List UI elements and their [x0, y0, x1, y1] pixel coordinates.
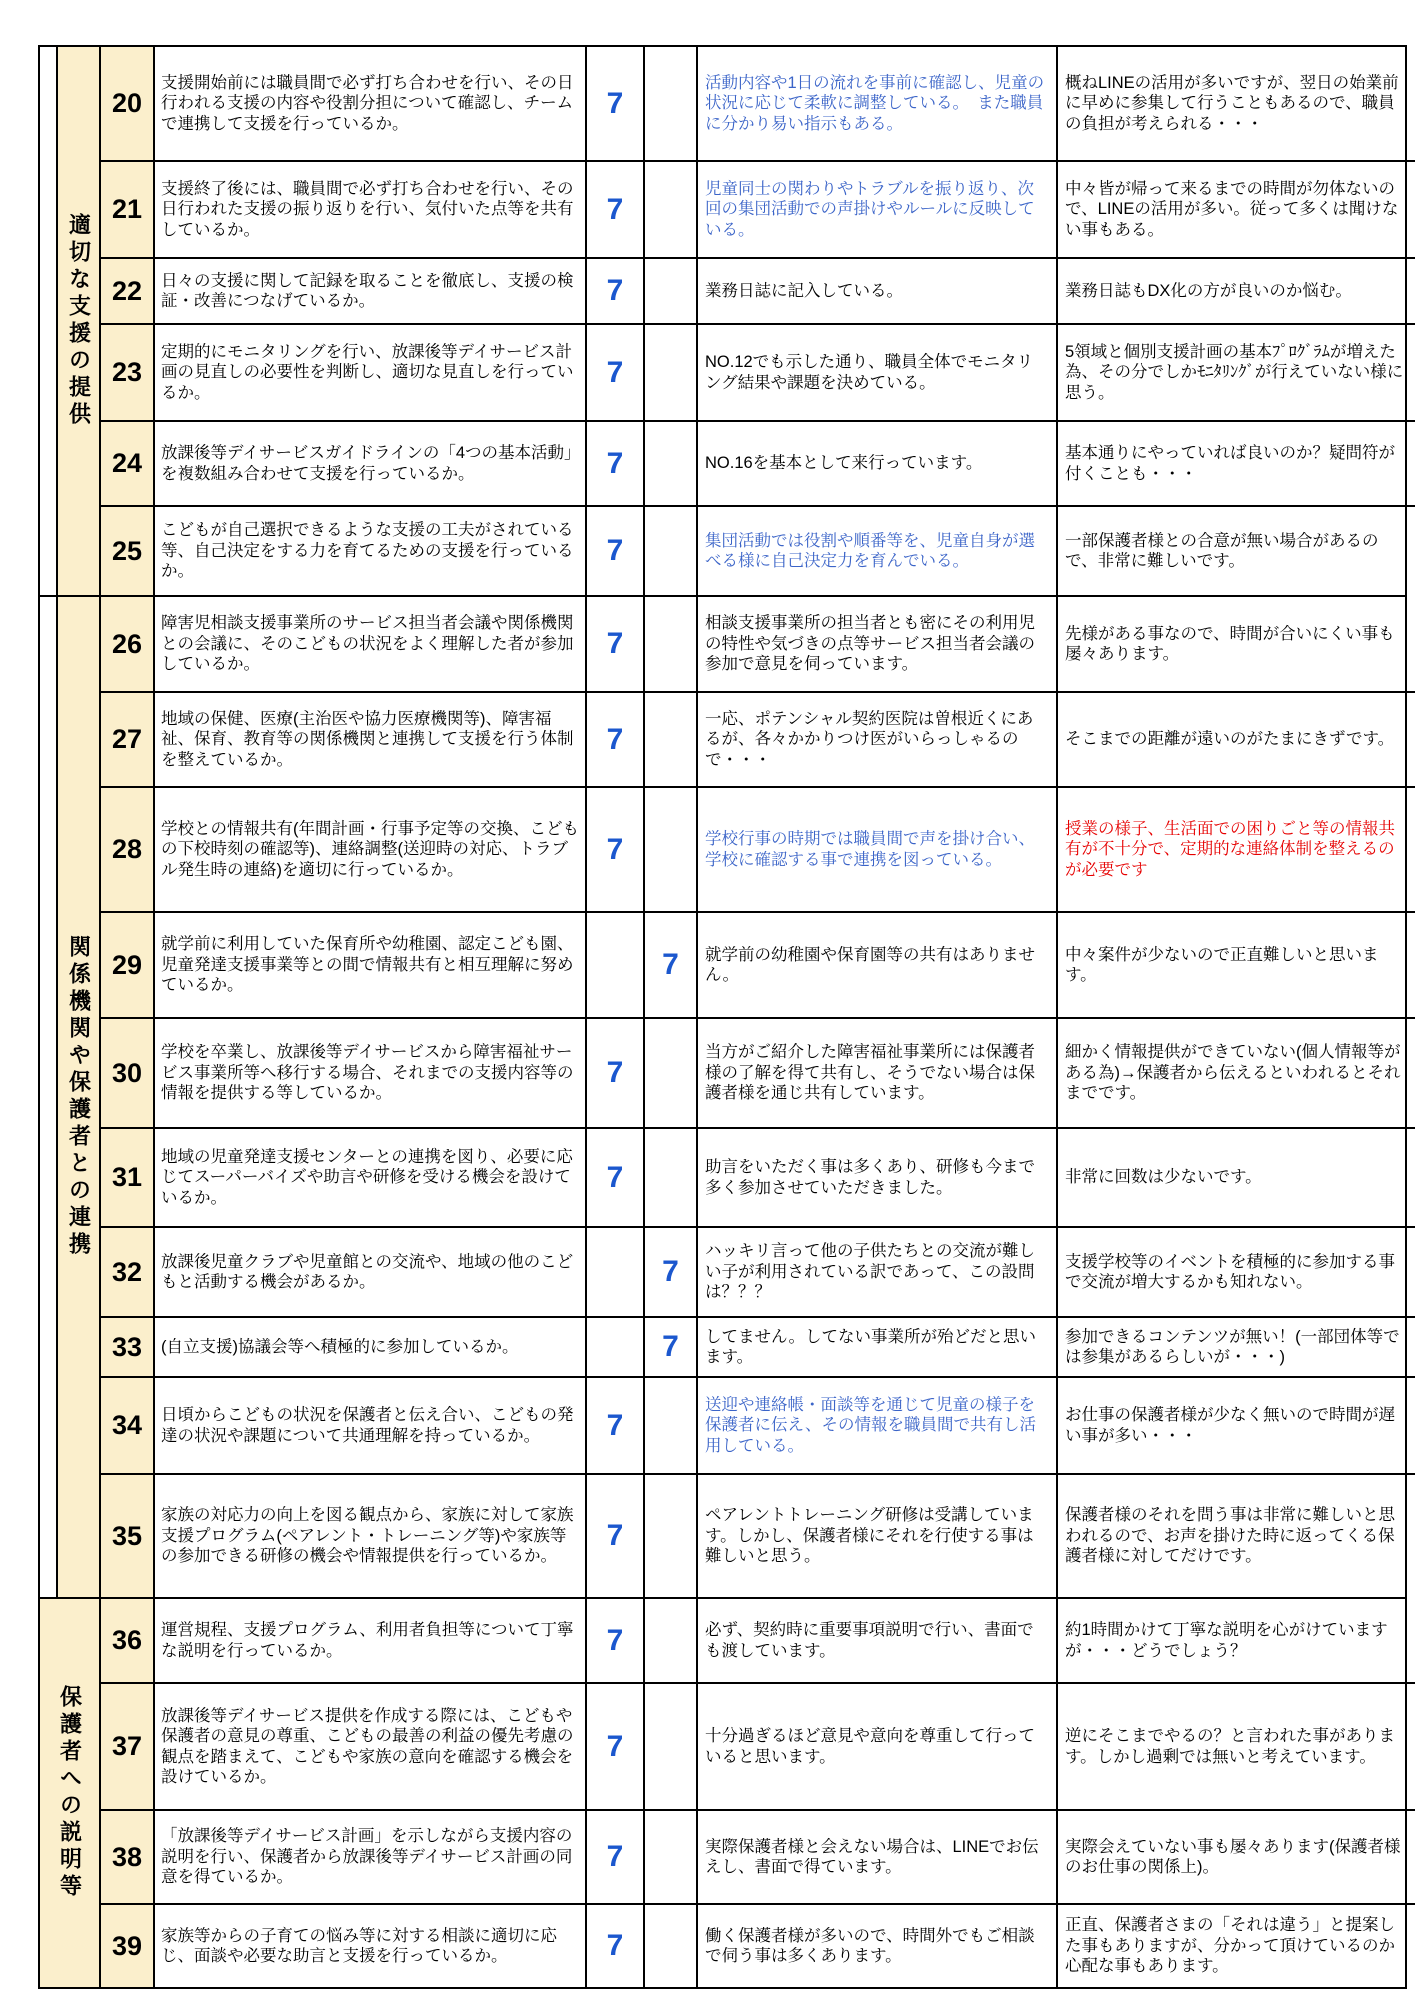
question-text: 日々の支援に関して記録を取ることを徹底し、支援の検証・改善につなげているか。 — [155, 259, 587, 323]
score-col2 — [645, 507, 698, 595]
category-rail — [40, 597, 101, 1597]
table-row — [101, 1318, 1415, 1378]
score-col1 — [587, 913, 645, 1017]
row-number: 23 — [101, 325, 155, 420]
question-text: 日頃からこどもの状況を保護者と伝え合い、こどもの発達の状況や課題について共通理解を持っているか。 — [155, 1378, 587, 1473]
row-number: 33 — [101, 1318, 155, 1376]
response-text: 助言をいただく事は多くあり、研修も今まで多く参加させていただきました。 — [698, 1129, 1058, 1226]
comment-text: 逆にそこまでやるの？と言われた事があります。しかし過剰では無いと考えています。 — [1065, 1727, 1395, 1766]
category-rail — [40, 47, 101, 595]
row-number: 26 — [101, 597, 155, 691]
question-text: 定期的にモニタリングを行い、放課後等デイサービス計画の見直しの必要性を判断し、適切な見直しを行っているか。 — [155, 325, 587, 420]
score-col2 — [645, 1905, 698, 1987]
response-text: 集団活動では役割や順番等を、児童自身が選べる様に自己決定力を育んでいる。 — [698, 507, 1058, 595]
comment-text: 実際会えていない事も屡々あります(保護者様のお仕事の関係上)。 — [1065, 1837, 1401, 1876]
response-text: NO.12でも示した通り、職員全体でモニタリング結果や課題を決めている。 — [698, 325, 1058, 420]
score-col2 — [645, 788, 698, 911]
table-row — [101, 47, 1415, 162]
question-text: 運営規程、支援プログラム、利用者負担等について丁寧な説明を行っているか。 — [155, 1599, 587, 1682]
score-col2 — [645, 162, 698, 257]
comment-text: 5領域と個別支援計画の基本ﾌﾟﾛｸﾞﾗﾑが増えた為、その分でしかﾓﾆﾀﾘﾝｸﾞが行えていない様に思う。 — [1065, 342, 1404, 402]
comment-text: 非常に回数は少ないです。 — [1065, 1168, 1262, 1187]
table-row — [101, 597, 1415, 693]
response-text: 相談支援事業所の担当者とも密にその利用児の特性や気づきの点等サービス担当者会議の参加で意見を伺っています。 — [698, 597, 1058, 691]
outer-strip-cell — [40, 47, 58, 595]
question-text: 支援開始前には職員間で必ず打ち合わせを行い、その日行われる支援の内容や役割分担について確認し、チームで連携して支援を行っているか。 — [155, 47, 587, 160]
category-label-cell — [40, 1599, 101, 1987]
score-col2 — [645, 1019, 698, 1127]
response-text: 一応、ポテンシャル契約医院は曽根近くにあるが、各々かかりつけ医がいらっしゃるので・・・ — [698, 693, 1058, 786]
score-col1: 7 — [587, 47, 645, 160]
row-number: 35 — [101, 1475, 155, 1597]
question-text: 支援終了後には、職員間で必ず打ち合わせを行い、その日行われた支援の振り返りを行い、気付いた点等を共有しているか。 — [155, 162, 587, 257]
question-text: こどもが自己選択できるような支援の工夫がされている等、自己決定をする力を育てるための支援を行っているか。 — [155, 507, 587, 595]
question-text: 放課後等デイサービスガイドラインの「4つの基本活動」を複数組み合わせて支援を行っているか。 — [155, 422, 587, 505]
score-col2 — [645, 597, 698, 691]
comment-text: そこまでの距離が遠いのがたまにきずです。 — [1065, 730, 1395, 749]
table-row — [101, 259, 1415, 325]
score-col2 — [645, 693, 698, 786]
table-row — [101, 1129, 1415, 1228]
response-text: 必ず、契約時に重要事項説明で行い、書面でも渡しています。 — [698, 1599, 1058, 1682]
row-number: 36 — [101, 1599, 155, 1682]
score-col1: 7 — [587, 1905, 645, 1987]
row-number: 27 — [101, 693, 155, 786]
category-group — [40, 595, 1405, 1597]
category-group — [40, 47, 1405, 595]
score-col1: 7 — [587, 1019, 645, 1127]
category-label-cell — [58, 597, 101, 1597]
category-label: 関係機関や保護者との連携 — [66, 935, 92, 1259]
comment-text: 中々皆が帰って来るまでの時間が勿体ないので、LINEの活用が多い。従って多くは聞けない事もある。 — [1065, 179, 1399, 239]
score-col2 — [645, 47, 698, 160]
response-text: してません。してない事業所が殆どだと思います。 — [698, 1318, 1058, 1376]
response-text: 就学前の幼稚園や保育園等の共有はありません。 — [698, 913, 1058, 1017]
row-number: 31 — [101, 1129, 155, 1226]
score-col1 — [587, 1318, 645, 1376]
evaluation-table — [38, 45, 1407, 1989]
score-col1: 7 — [587, 1378, 645, 1473]
comment-text: 約1時間かけて丁寧な説明を心がけていますが・・・どうでしょう？ — [1065, 1621, 1388, 1660]
row-number: 32 — [101, 1228, 155, 1316]
comment-text: 細かく情報提供ができていない(個人情報等がある為)→保護者から伝えるといわれるとそれまでです。 — [1065, 1043, 1401, 1103]
table-row — [101, 422, 1415, 507]
score-col1: 7 — [587, 325, 645, 420]
response-text: 児童同士の関わりやトラブルを振り返り、次回の集団活動での声掛けやルールに反映している。 — [698, 162, 1058, 257]
table-row — [101, 1599, 1415, 1684]
question-text: 学校との情報共有(年間計画・行事予定等の交換、こどもの下校時刻の確認等)、連絡調整(送迎時の対応、トラブル発生時の連絡)を適切に行っているか。 — [155, 788, 587, 911]
response-text: ハッキリ言って他の子供たちとの交流が難しい子が利用されている訳であって、この設問は？？？ — [698, 1228, 1058, 1316]
score-col2: 7 — [645, 1318, 698, 1376]
comment-text: お仕事の保護者様が少なく無いので時間が遅い事が多い・・・ — [1065, 1406, 1395, 1445]
group-rows — [101, 597, 1415, 1597]
comment-text: 先様がある事なので、時間が合いにくい事も屡々あります。 — [1065, 624, 1395, 663]
row-number: 21 — [101, 162, 155, 257]
score-col2 — [645, 422, 698, 505]
score-col2: 7 — [645, 913, 698, 1017]
question-text: 家族の対応力の向上を図る観点から、家族に対して家族支援プログラム(ペアレント・トレーニング等)や家族等の参加できる研修の機会や情報提供を行っているか。 — [155, 1475, 587, 1597]
score-col2 — [645, 1475, 698, 1597]
row-number: 39 — [101, 1905, 155, 1987]
score-col1: 7 — [587, 597, 645, 691]
question-text: 「放課後等デイサービス計画」を示しながら支援内容の説明を行い、保護者から放課後等デイサービス計画の同意を得ているか。 — [155, 1811, 587, 1903]
table-row — [101, 507, 1415, 595]
question-text: 放課後等デイサービス提供を作成する際には、こどもや保護者の意見の尊重、こどもの最善の利益の優先考慮の観点を踏まえて、こどもや家族の意向を確認する機会を設けているか。 — [155, 1684, 587, 1809]
table-row — [101, 1378, 1415, 1475]
table-row — [101, 788, 1415, 913]
score-col2 — [645, 1684, 698, 1809]
response-text: 業務日誌に記入している。 — [698, 259, 1058, 323]
score-col1: 7 — [587, 1129, 645, 1226]
response-text: 学校行事の時期では職員間で声を掛け合い、学校に確認する事で連携を図っている。 — [698, 788, 1058, 911]
comment-text: 中々案件が少ないので正直難しいと思います。 — [1065, 945, 1379, 984]
outer-strip-cell — [40, 597, 58, 1597]
score-col2 — [645, 1129, 698, 1226]
category-label: 保護者への説明等 — [57, 1685, 83, 1901]
row-number: 38 — [101, 1811, 155, 1903]
response-text: 当方がご紹介した障害福祉事業所には保護者様の了解を得て共有し、そうでない場合は保護者様を通じ共有しています。 — [698, 1019, 1058, 1127]
score-col2 — [645, 1599, 698, 1682]
group-rows — [101, 47, 1415, 595]
response-text: NO.16を基本として来行っています。 — [698, 422, 1058, 505]
comment-text: 授業の様子、生活面での困りごと等の情報共有が不十分で、定期的な連絡体制を整えるのが必要です — [1065, 819, 1395, 879]
table-row — [101, 693, 1415, 788]
score-col1: 7 — [587, 1811, 645, 1903]
question-text: 地域の児童発達支援センターとの連携を図り、必要に応じてスーパーバイズや助言や研修を受ける機会を設けているか。 — [155, 1129, 587, 1226]
comment-text: 基本通りにやっていれば良いのか？疑問符が付くことも・・・ — [1065, 444, 1395, 483]
score-col1: 7 — [587, 693, 645, 786]
table-row — [101, 1811, 1415, 1905]
response-text: 十分過ぎるほど意見や意向を尊重して行っていると思います。 — [698, 1684, 1058, 1809]
table-row — [101, 325, 1415, 422]
question-text: 障害児相談支援事業所のサービス担当者会議や関係機関との会議に、そのこどもの状況をよく理解した者が参加しているか。 — [155, 597, 587, 691]
category-rail — [40, 1599, 101, 1987]
table-row — [101, 913, 1415, 1019]
score-col2: 7 — [645, 1228, 698, 1316]
response-text: ペアレントトレーニング研修は受講しています。しかし、保護者様にそれを行使する事は難しいと思う。 — [698, 1475, 1058, 1597]
score-col2 — [645, 325, 698, 420]
row-number: 29 — [101, 913, 155, 1017]
row-number: 25 — [101, 507, 155, 595]
comment-text: 参加できるコンテンツが無い！(一部団体等では参集があるらしいが・・・) — [1065, 1327, 1400, 1366]
score-col1: 7 — [587, 1475, 645, 1597]
response-text: 活動内容や1日の流れを事前に確認し、児童の状況に応じて柔軟に調整している。 また職員に分かり易い指示もある。 — [698, 47, 1058, 160]
row-number: 37 — [101, 1684, 155, 1809]
row-number: 30 — [101, 1019, 155, 1127]
comment-text: 一部保護者様との合意が無い場合があるので、非常に難しいです。 — [1065, 531, 1379, 570]
comment-text: 支援学校等のイベントを積極的に参加する事で交流が増大するかも知れない。 — [1065, 1252, 1395, 1291]
score-col2 — [645, 259, 698, 323]
question-text: 家族等からの子育ての悩み等に対する相談に適切に応じ、面談や必要な助言と支援を行っているか。 — [155, 1905, 587, 1987]
comment-text: 保護者様のそれを問う事は非常に難しいと思われるので、お声を掛けた時に返ってくる保護者様に対してだけです。 — [1065, 1506, 1395, 1566]
score-col1: 7 — [587, 1684, 645, 1809]
response-text: 送迎や連絡帳・面談等を通じて児童の様子を保護者に伝え、その情報を職員間で共有し活用している。 — [698, 1378, 1058, 1473]
score-col1: 7 — [587, 507, 645, 595]
row-number: 22 — [101, 259, 155, 323]
question-text: 就学前に利用していた保育所や幼稚園、認定こども園、児童発達支援事業等との間で情報共有と相互理解に努めているか。 — [155, 913, 587, 1017]
score-col1: 7 — [587, 422, 645, 505]
category-label: 適切な支援の提供 — [66, 213, 92, 429]
question-text: 学校を卒業し、放課後等デイサービスから障害福祉サービス事業所等へ移行する場合、それまでの支援内容等の情報を提供する等しているか。 — [155, 1019, 587, 1127]
comment-text: 業務日誌もDX化の方が良いのか悩む。 — [1065, 281, 1352, 300]
score-col1: 7 — [587, 1599, 645, 1682]
question-text: 地域の保健、医療(主治医や協力医療機関等)、障害福祉、保育、教育等の関係機関と連携して支援を行う体制を整えているか。 — [155, 693, 587, 786]
row-number: 20 — [101, 47, 155, 160]
response-text: 実際保護者様と会えない場合は、LINEでお伝えし、書面で得ています。 — [698, 1811, 1058, 1903]
category-group — [40, 1597, 1405, 1987]
table-row — [101, 1019, 1415, 1129]
score-col1 — [587, 1228, 645, 1316]
comment-text: 正直、保護者さまの「それは違う」と提案した事もありますが、分かって頂けているのか心配な事もあります。 — [1065, 1916, 1395, 1976]
row-number: 24 — [101, 422, 155, 505]
question-text: 放課後児童クラブや児童館との交流や、地域の他のこどもと活動する機会があるか。 — [155, 1228, 587, 1316]
response-text: 働く保護者様が多いので、時間外でもご相談で伺う事は多くあります。 — [698, 1905, 1058, 1987]
score-col1: 7 — [587, 259, 645, 323]
row-number: 28 — [101, 788, 155, 911]
comment-text: 概ねLINEの活用が多いですが、翌日の始業前に早めに参集して行うこともあるので、職員の負担が考えられる・・・ — [1065, 73, 1399, 133]
table-row — [101, 162, 1415, 259]
group-rows — [101, 1599, 1415, 1987]
category-label-cell — [58, 47, 101, 595]
table-row — [101, 1228, 1415, 1318]
row-number: 34 — [101, 1378, 155, 1473]
table-row — [101, 1684, 1415, 1811]
table-row — [101, 1905, 1415, 1987]
score-col2 — [645, 1378, 698, 1473]
table-row — [101, 1475, 1415, 1597]
question-text: (自立支援)協議会等へ積極的に参加しているか。 — [155, 1318, 587, 1376]
score-col1: 7 — [587, 162, 645, 257]
score-col2 — [645, 1811, 698, 1903]
score-col1: 7 — [587, 788, 645, 911]
